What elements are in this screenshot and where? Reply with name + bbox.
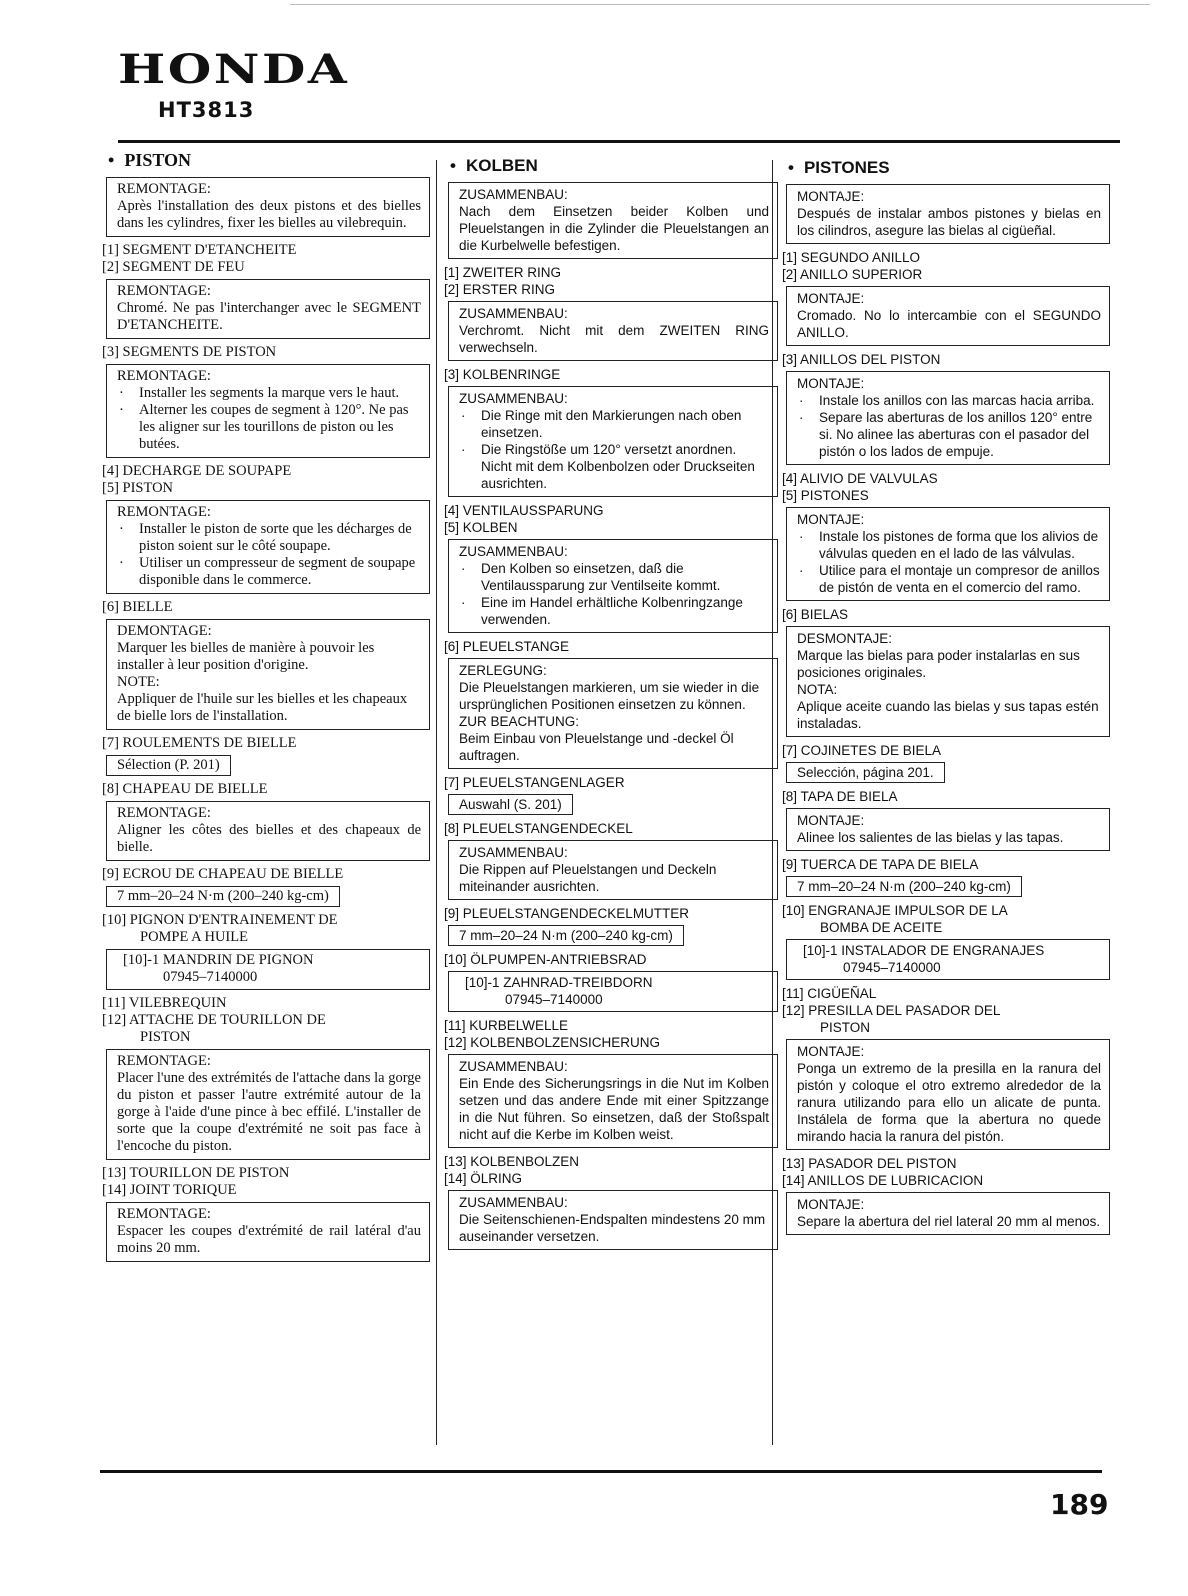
top-rule: [290, 4, 1150, 5]
part-item-12: [12] ATTACHE DE TOURILLON DE: [102, 1012, 326, 1028]
box-heading: REMONTAGE:: [117, 181, 211, 197]
box-heading: MONTAJE:: [797, 291, 865, 306]
note-box-14: [106, 1202, 430, 1262]
box-text: Placer l'une des extrémités de l'attache dans la gorge du piston et passer l'autre extrémité autour de la gorge à l'aide d'une pince à bec effilé. L'installer de sorte que la coupe d'extrémité ne soit pas face à l'encoche du piston.: [117, 1070, 421, 1154]
box-heading: DEMONTAGE:: [117, 623, 212, 639]
part-item-13: [13] PASADOR DEL PISTON: [782, 1156, 957, 1171]
section-title-de: • KOLBEN: [450, 156, 538, 175]
note-box-8: [786, 808, 1110, 851]
box-heading: ZERLEGUNG:: [459, 663, 547, 678]
box-text: Alinee los salientes de las bielas y las tapas.: [797, 830, 1064, 845]
box-text: Verchromt. Nicht mit dem ZWEITEN RING verwechseln.: [459, 323, 769, 355]
box-bullet: · Alterner les coupes de segment à 120°. Ne pas les aligner sur les tourillons de piston ou les butées.: [117, 402, 421, 453]
tool-box-10: [786, 939, 1110, 980]
part-item-10: [10] ÖLPUMPEN-ANTRIEBSRAD: [444, 952, 647, 967]
box-bullet: · Utiliser un compresseur de segment de soupape disponible dans le commerce.: [117, 555, 421, 589]
part-item-11: [11] KURBELWELLE: [444, 1018, 569, 1033]
part-item-13: [13] TOURILLON DE PISTON: [102, 1165, 290, 1181]
part-item-7: [7] COJINETES DE BIELA: [782, 743, 942, 758]
part-item-3: [3] KOLBENRINGE: [444, 367, 561, 382]
part-item-4: [4] DECHARGE DE SOUPAPE: [102, 463, 292, 479]
part-item-4: [4] ALIVIO DE VALVULAS: [782, 471, 938, 486]
part-item-11: [11] CIGÜEÑAL: [782, 986, 877, 1001]
honda-logo: HONDA: [118, 46, 350, 93]
part-item-9: [9] ECROU DE CHAPEAU DE BIELLE: [102, 866, 344, 882]
part-item-14: [14] ANILLOS DE LUBRICACION: [782, 1173, 984, 1188]
torque-box-9: 7 mm–20–24 N·m (200–240 kg-cm): [106, 886, 340, 907]
part-item-6: [6] BIELLE: [102, 599, 173, 615]
part-item-3: [3] ANILLOS DEL PISTON: [782, 352, 941, 367]
part-item-5: [5] KOLBEN: [444, 520, 518, 535]
note-box-6: [106, 619, 430, 730]
part-item-11: [11] VILEBREQUIN: [102, 995, 227, 1011]
part-item-14: [14] JOINT TORIQUE: [102, 1182, 237, 1198]
box-heading: REMONTAGE:: [117, 1206, 211, 1222]
tool-label: [10]-1 MANDRIN DE PIGNON: [123, 952, 314, 968]
box-heading: REMONTAGE:: [117, 1053, 211, 1069]
part-item-5: [5] PISTONES: [782, 488, 869, 503]
part-item-8: [8] PLEUELSTANGENDECKEL: [444, 821, 633, 836]
part-item-1: [1] ZWEITER RING: [444, 265, 562, 280]
part-item-13: [13] KOLBENBOLZEN: [444, 1154, 580, 1169]
reference-box-7: Sélection (P. 201): [106, 755, 231, 776]
note-box-1-2: [448, 301, 778, 361]
note-box-14: [448, 1190, 778, 1250]
tool-number: 07945–7140000: [843, 960, 941, 975]
note-box-6: [786, 626, 1110, 737]
box-heading: REMONTAGE:: [117, 368, 211, 384]
page-number: 189: [1050, 1488, 1109, 1521]
note-box-3: [106, 364, 430, 458]
box-text: Après l'installation des deux pistons et des bielles dans les cylindres, fixer les bielles au vilebrequin.: [117, 198, 421, 231]
torque-box-9: 7 mm–20–24 N·m (200–240 kg-cm): [448, 925, 684, 946]
box-text: Chromé. Ne pas l'interchanger avec le SEGMENT D'ETANCHEITE.: [117, 300, 421, 333]
model-number: HT3813: [158, 98, 255, 122]
part-item-1: [1] SEGUNDO ANILLO: [782, 250, 921, 265]
part-item-9: [9] TUERCA DE TAPA DE BIELA: [782, 857, 979, 872]
box-heading: ZUSAMMENBAU:: [459, 1195, 568, 1210]
box-text: Die Pleuelstangen markieren, um sie wieder in die ursprünglichen Positionen einsetzen zu können.: [459, 680, 760, 712]
part-item-10: [10] PIGNON D'ENTRAINEMENT DE: [102, 912, 338, 928]
torque-box-9: 7 mm–20–24 N·m (200–240 kg-cm): [786, 876, 1022, 897]
reference-box-7: Selección, página 201.: [786, 762, 945, 783]
tool-number: 07945–7140000: [505, 992, 603, 1007]
box-text: Después de instalar ambos pistones y bielas en los cilindros, asegure las bielas al cigüeñal.: [797, 206, 1101, 238]
box-heading: MONTAJE:: [797, 512, 865, 527]
part-item-2: [2] ANILLO SUPERIOR: [782, 267, 923, 282]
box-text: Die Rippen auf Pleuelstangen und Deckeln miteinander ausrichten.: [459, 862, 717, 894]
box-heading: ZUSAMMENBAU:: [459, 391, 568, 406]
german-column: [442, 156, 778, 1255]
box-bullet: · Die Ringstöße um 120° versetzt anordnen. Nicht mit dem Kolbenbolzen oder Druckseiten ausrichten.: [459, 441, 769, 492]
part-item-9: [9] PLEUELSTANGENDECKELMUTTER: [444, 906, 690, 921]
box-heading: ZUSAMMENBAU:: [459, 544, 568, 559]
note-box-14: [786, 1192, 1110, 1235]
box-heading: MONTAJE:: [797, 189, 865, 204]
part-item-12: [12] PRESILLA DEL PASADOR DEL: [782, 1003, 1001, 1018]
box-bullet: · Die Ringe mit den Markierungen nach oben einsetzen.: [459, 407, 769, 441]
box-text: Ponga un extremo de la presilla en la ranura del pistón y coloque el otro extremo alrededor de la ranura utilizando para ello un alicate de punta. Instálela de forma que la abertura no quede mirando hacia la ranura del pistón.: [797, 1061, 1101, 1144]
tool-box-10: [106, 949, 430, 990]
part-item-2: [2] ERSTER RING: [444, 282, 556, 297]
box-bullet: · Utilice para el montaje un compresor de anillos de pistón de venta en el comercio del ramo.: [797, 562, 1101, 596]
box-text: Separe la abertura del riel lateral 20 mm al menos.: [797, 1214, 1101, 1229]
box-note-heading: NOTE:: [117, 674, 160, 690]
note-box-12: [786, 1039, 1110, 1150]
note-box-8: [448, 840, 778, 900]
note-box-intro: [786, 184, 1110, 244]
note-box-6: [448, 658, 778, 769]
note-box-4-5: [786, 507, 1110, 601]
box-bullet: · Instale los anillos con las marcas hacia arriba.: [797, 392, 1101, 409]
box-bullet: · Installer les segments la marque vers le haut.: [117, 385, 421, 402]
box-note-heading: ZUR BEACHTUNG:: [459, 714, 580, 729]
part-item-14: [14] ÖLRING: [444, 1171, 523, 1186]
part-item-7: [7] ROULEMENTS DE BIELLE: [102, 735, 297, 751]
box-text: Aligner les côtes des bielles et des chapeaux de bielle.: [117, 822, 421, 855]
part-item-7: [7] PLEUELSTANGENLAGER: [444, 775, 625, 790]
box-heading: MONTAJE:: [797, 813, 865, 828]
note-box-4-5: [106, 500, 430, 594]
note-box-12: [448, 1054, 778, 1148]
spanish-column: [780, 158, 1110, 1240]
part-item-8: [8] CHAPEAU DE BIELLE: [102, 781, 268, 797]
box-note-heading: NOTA:: [797, 682, 838, 697]
part-item-6: [6] BIELAS: [782, 607, 849, 622]
tool-box-10: [448, 971, 778, 1012]
footer-rule: [100, 1470, 1102, 1473]
box-text: Cromado. No lo intercambie con el SEGUNDO ANILLO.: [797, 308, 1101, 340]
box-heading: MONTAJE:: [797, 376, 865, 391]
part-item-1: [1] SEGMENT D'ETANCHEITE: [102, 242, 297, 258]
box-text: Marquer les bielles de manière à pouvoir les installer à leur position d'origine.: [117, 640, 375, 673]
part-item-2: [2] SEGMENT DE FEU: [102, 259, 245, 275]
box-heading: ZUSAMMENBAU:: [459, 1059, 568, 1074]
note-box-intro: [448, 182, 778, 259]
note-box-4-5: [448, 539, 778, 633]
box-heading: ZUSAMMENBAU:: [459, 306, 568, 321]
note-box-8: [106, 801, 430, 861]
box-heading: REMONTAGE:: [117, 283, 211, 299]
section-title-es: • PISTONES: [788, 158, 890, 177]
box-heading: REMONTAGE:: [117, 805, 211, 821]
note-box-3: [448, 386, 778, 497]
box-text: Espacer les coupes d'extrémité de rail latéral d'au moins 20 mm.: [117, 1223, 421, 1256]
box-heading: MONTAJE:: [797, 1197, 865, 1212]
box-heading: REMONTAGE:: [117, 504, 211, 520]
box-heading: ZUSAMMENBAU:: [459, 845, 568, 860]
tool-label: [10]-1 INSTALADOR DE ENGRANAJES: [803, 943, 1045, 958]
header-rule: [118, 140, 1120, 143]
section-title-fr: • PISTON: [108, 150, 192, 170]
box-text: Beim Einbau von Pleuelstange und -deckel Öl auftragen.: [459, 731, 734, 763]
part-item-8: [8] TAPA DE BIELA: [782, 789, 898, 804]
part-item-10-cont: BOMBA DE ACEITE: [820, 920, 943, 935]
note-box-12: [106, 1049, 430, 1160]
column-separator-1: [436, 160, 437, 1445]
box-heading: DESMONTAJE:: [797, 631, 893, 646]
box-bullet: · Den Kolben so einsetzen, daß die Ventilaussparung zur Ventilseite kommt.: [459, 560, 769, 594]
part-item-12: [12] KOLBENBOLZENSICHERUNG: [444, 1035, 661, 1050]
box-text: Appliquer de l'huile sur les bielles et les chapeaux de bielle lors de l'installation.: [117, 691, 408, 724]
reference-box-7: Auswahl (S. 201): [448, 794, 573, 815]
tool-number: 07945–7140000: [163, 969, 258, 985]
box-text: Aplique aceite cuando las bielas y sus tapas estén instaladas.: [797, 699, 1099, 731]
box-text: Marque las bielas para poder instalarlas en sus posiciones originales.: [797, 648, 1080, 680]
box-heading: ZUSAMMENBAU:: [459, 187, 568, 202]
part-item-3: [3] SEGMENTS DE PISTON: [102, 344, 277, 360]
french-column: [100, 150, 430, 1267]
box-text: Die Seitenschienen-Endspalten mindestens 20 mm auseinander versetzen.: [459, 1212, 766, 1244]
tool-label: [10]-1 ZAHNRAD-TREIBDORN: [465, 975, 653, 990]
part-item-6: [6] PLEUELSTANGE: [444, 639, 570, 654]
part-item-10: [10] ENGRANAJE IMPULSOR DE LA: [782, 903, 1008, 918]
part-item-5: [5] PISTON: [102, 480, 174, 496]
box-text: Nach dem Einsetzen beider Kolben und Pleuelstangen in die Zylinder die Pleuelstangen an die Kurbelwelle befestigen.: [459, 204, 769, 253]
box-bullet: · Installer le piston de sorte que les décharges de piston soient sur le côté soupape.: [117, 521, 421, 555]
part-item-10-cont: POMPE A HUILE: [140, 929, 248, 945]
note-box-3: [786, 371, 1110, 465]
box-bullet: · Separe las aberturas de los anillos 120° entre si. No alinee las aberturas con el pasador del pistón o los lados de empuje.: [797, 409, 1101, 460]
part-item-12-cont: PISTON: [140, 1029, 191, 1045]
box-bullet: · Eine im Handel erhältliche Kolbenringzange verwenden.: [459, 594, 769, 628]
note-box-1-2: [786, 286, 1110, 346]
box-bullet: · Instale los pistones de forma que los alivios de válvulas queden en el lado de las válvulas.: [797, 528, 1101, 562]
part-item-4: [4] VENTILAUSSPARUNG: [444, 503, 604, 518]
note-box-intro: [106, 177, 430, 237]
note-box-1-2: [106, 279, 430, 339]
box-text: Ein Ende des Sicherungsrings in die Nut im Kolben setzen und das andere Ende mit einer Spitzzange in die Nut führen. So einsetzen, daß der Stoßspalt nicht auf die Kerbe im Kolben weist.: [459, 1076, 769, 1142]
part-item-12-cont: PISTON: [820, 1020, 871, 1035]
box-heading: MONTAJE:: [797, 1044, 865, 1059]
